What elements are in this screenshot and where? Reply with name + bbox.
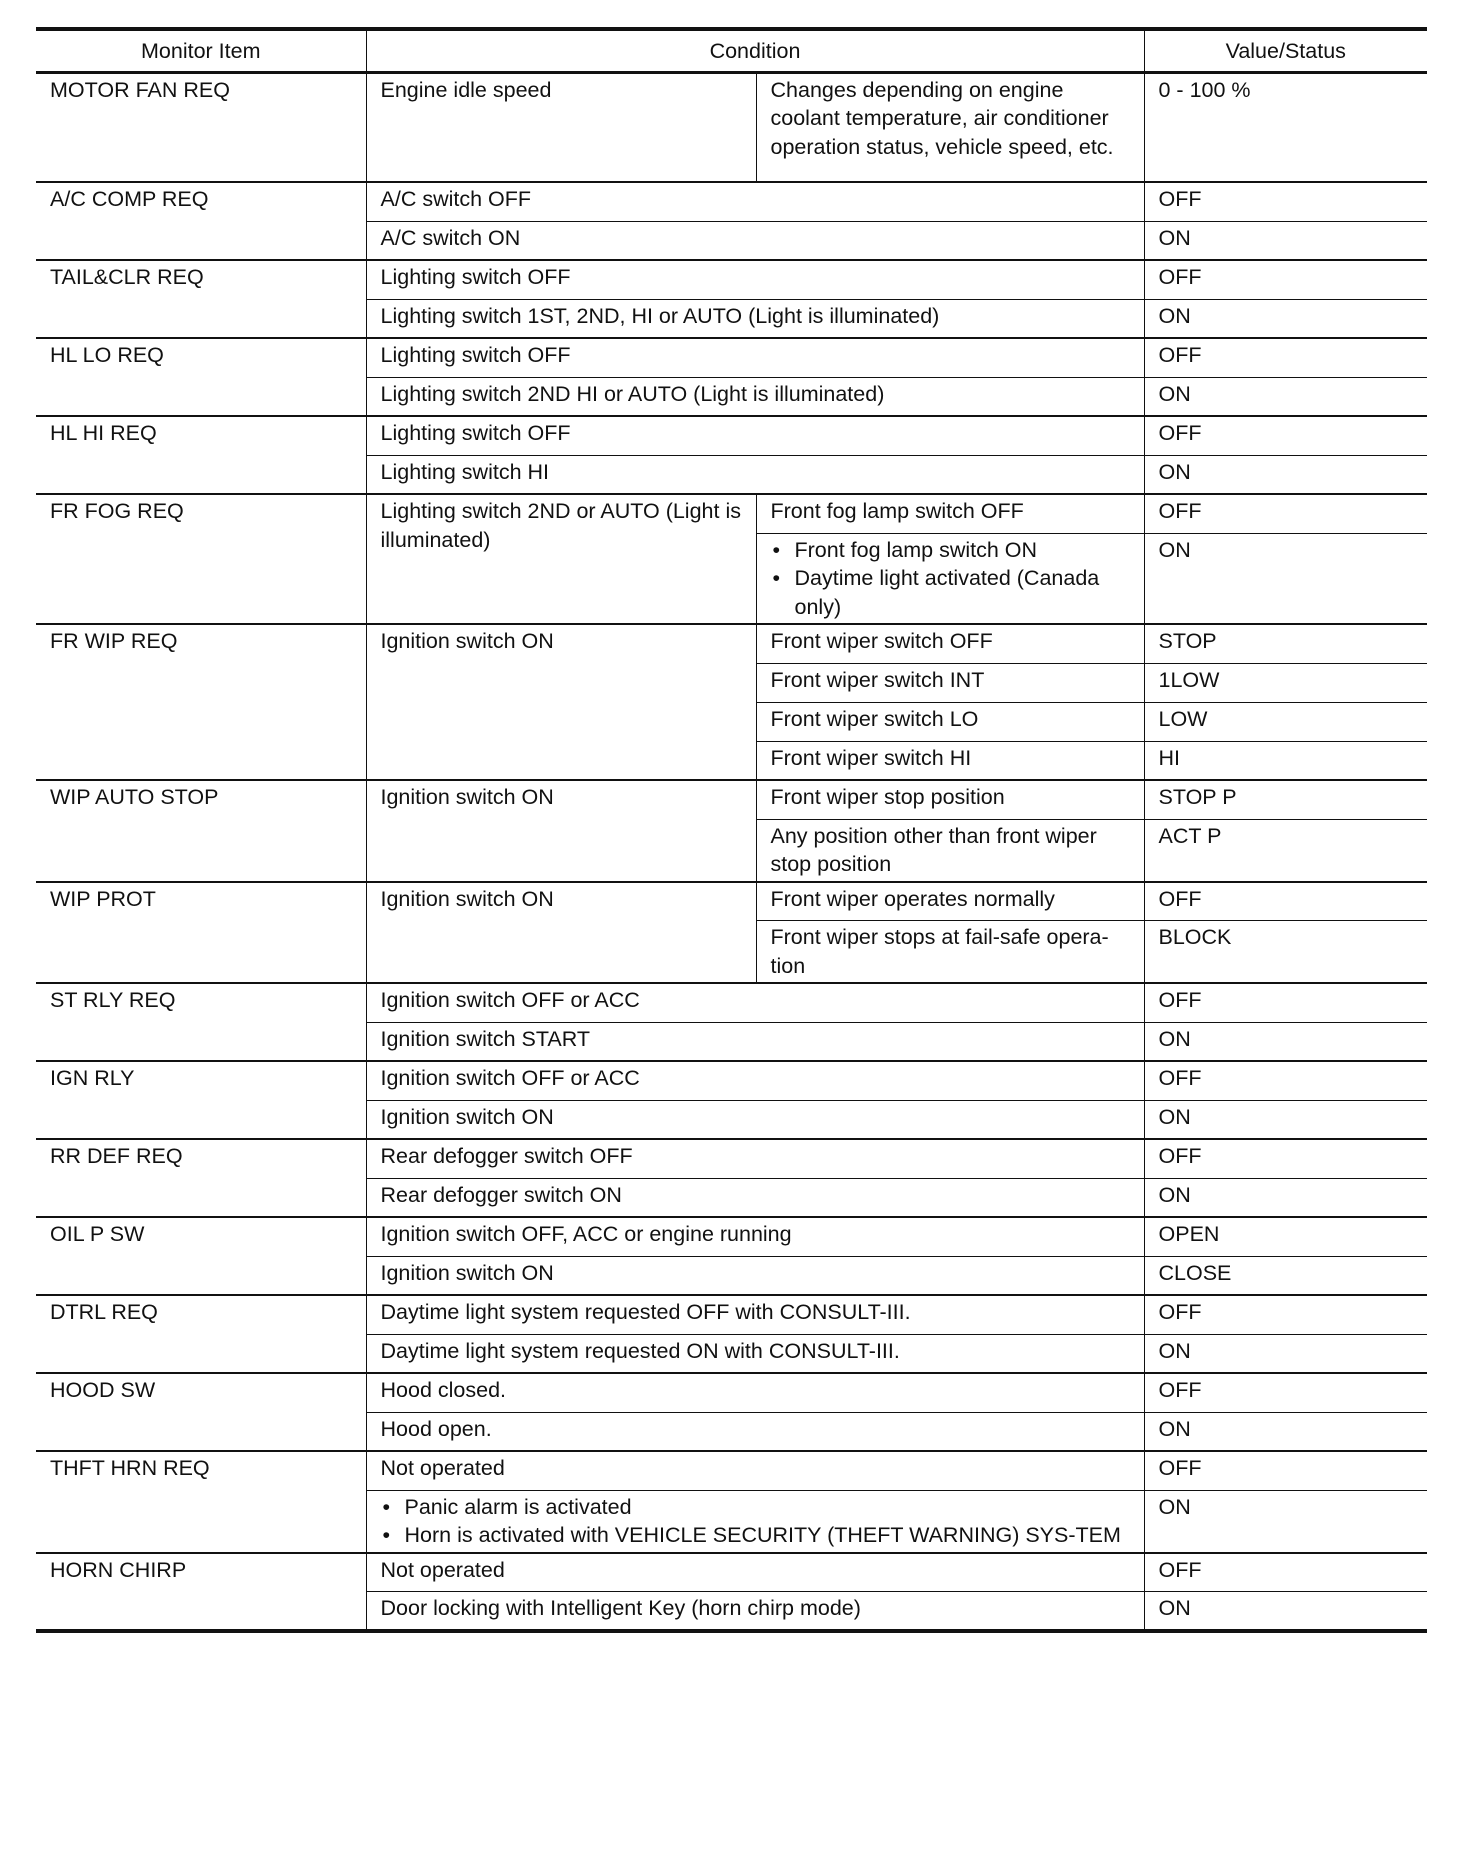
monitor-item: FR WIP REQ [36, 624, 366, 780]
condition-cell: Rear defogger switch ON [366, 1178, 1144, 1217]
value-cell: ON [1144, 455, 1427, 494]
bullet-list [381, 1493, 1130, 1550]
condition-cell: Rear defogger switch OFF [366, 1139, 1144, 1178]
condition-detail-cell: Front wiper switch OFF [756, 624, 1144, 663]
monitor-item-table [36, 27, 1427, 1633]
table-header-row [36, 29, 1427, 72]
condition-cell: Not operated [366, 1553, 1144, 1592]
condition-cell: Ignition switch OFF or ACC [366, 983, 1144, 1022]
table-row [36, 624, 1427, 663]
condition-cell: Daytime light system requested ON with CONSULT-III. [366, 1334, 1144, 1373]
value-cell: LOW [1144, 702, 1427, 741]
value-cell: CLOSE [1144, 1256, 1427, 1295]
condition-detail-cell: Front wiper switch INT [756, 663, 1144, 702]
value-cell: ON [1144, 533, 1427, 624]
condition-cell: Not operated [366, 1451, 1144, 1490]
monitor-item: THFT HRN REQ [36, 1451, 366, 1553]
value-cell: ON [1144, 1412, 1427, 1451]
condition-detail-cell [756, 533, 1144, 624]
condition-cell: Hood closed. [366, 1373, 1144, 1412]
condition-detail-cell: Front wiper switch HI [756, 741, 1144, 780]
condition-cell: Lighting switch 2ND HI or AUTO (Light is illuminated) [366, 377, 1144, 416]
condition-cell [366, 1490, 1144, 1553]
monitor-item: WIP AUTO STOP [36, 780, 366, 882]
monitor-item: HOOD SW [36, 1373, 366, 1451]
value-cell: ON [1144, 1100, 1427, 1139]
monitor-item: DTRL REQ [36, 1295, 366, 1373]
condition-cell: Lighting switch HI [366, 455, 1144, 494]
table-row [36, 72, 1427, 182]
value-cell: ON [1144, 1022, 1427, 1061]
monitor-item: MOTOR FAN REQ [36, 72, 366, 182]
value-cell: STOP P [1144, 780, 1427, 819]
table-row [36, 494, 1427, 533]
value-cell: OFF [1144, 1061, 1427, 1100]
value-cell: ON [1144, 1592, 1427, 1631]
value-cell: ON [1144, 221, 1427, 260]
condition-detail-cell: Front wiper switch LO [756, 702, 1144, 741]
condition-cell: Ignition switch OFF or ACC [366, 1061, 1144, 1100]
condition-cell: Lighting switch OFF [366, 338, 1144, 377]
monitor-item: ST RLY REQ [36, 983, 366, 1061]
condition-cell: A/C switch OFF [366, 182, 1144, 221]
value-cell: OFF [1144, 983, 1427, 1022]
condition-cell: Ignition switch ON [366, 882, 756, 984]
condition-cell: Door locking with Intelligent Key (horn chirp mode) [366, 1592, 1144, 1631]
condition-cell: Lighting switch 1ST, 2ND, HI or AUTO (Light is illuminated) [366, 299, 1144, 338]
header-value-status: Value/Status [1144, 29, 1427, 72]
value-cell: OFF [1144, 494, 1427, 533]
value-cell: OPEN [1144, 1217, 1427, 1256]
value-cell: ACT P [1144, 819, 1427, 882]
table-row [36, 1295, 1427, 1334]
condition-cell: Ignition switch OFF, ACC or engine running [366, 1217, 1144, 1256]
condition-cell: Daytime light system requested OFF with CONSULT-III. [366, 1295, 1144, 1334]
value-cell: OFF [1144, 1451, 1427, 1490]
value-cell: HI [1144, 741, 1427, 780]
value-cell: OFF [1144, 1373, 1427, 1412]
list-item: • Front fog lamp switch ON [771, 536, 1130, 565]
value-cell: OFF [1144, 1553, 1427, 1592]
condition-detail-cell: Any position other than front wiper stop position [756, 819, 1144, 882]
value-cell: STOP [1144, 624, 1427, 663]
value-cell: ON [1144, 299, 1427, 338]
value-cell: OFF [1144, 882, 1427, 921]
table-row [36, 882, 1427, 921]
table-row [36, 780, 1427, 819]
monitor-item: HL LO REQ [36, 338, 366, 416]
header-condition: Condition [366, 29, 1144, 72]
value-cell: ON [1144, 1334, 1427, 1373]
value-cell: 0 - 100 % [1144, 72, 1427, 182]
value-cell: 1LOW [1144, 663, 1427, 702]
monitor-item: RR DEF REQ [36, 1139, 366, 1217]
header-monitor-item: Monitor Item [36, 29, 366, 72]
condition-cell: Engine idle speed [366, 72, 756, 182]
bullet-list [771, 536, 1130, 622]
list-item: • Panic alarm is activated [381, 1493, 1130, 1522]
condition-cell: Ignition switch ON [366, 1256, 1144, 1295]
value-cell: OFF [1144, 338, 1427, 377]
monitor-table-wrapper [36, 27, 1427, 1633]
condition-cell: Ignition switch ON [366, 1100, 1144, 1139]
condition-cell: Lighting switch OFF [366, 416, 1144, 455]
value-cell: OFF [1144, 1295, 1427, 1334]
monitor-item: FR FOG REQ [36, 494, 366, 624]
monitor-item: TAIL&CLR REQ [36, 260, 366, 338]
condition-cell: Ignition switch START [366, 1022, 1144, 1061]
table-row [36, 1553, 1427, 1592]
table-row [36, 1217, 1427, 1256]
monitor-item: HORN CHIRP [36, 1553, 366, 1631]
condition-cell: A/C switch ON [366, 221, 1144, 260]
table-row [36, 182, 1427, 221]
condition-cell: Lighting switch 2ND or AUTO (Light is illuminated) [366, 494, 756, 624]
table-row [36, 338, 1427, 377]
table-row [36, 1139, 1427, 1178]
value-cell: ON [1144, 1178, 1427, 1217]
condition-detail-cell: Changes depending on engine coolant temperature, air conditioner operation status, vehicle speed, etc. [756, 72, 1144, 182]
table-row [36, 983, 1427, 1022]
value-cell: BLOCK [1144, 921, 1427, 984]
monitor-item: HL HI REQ [36, 416, 366, 494]
value-cell: OFF [1144, 260, 1427, 299]
table-row [36, 1451, 1427, 1490]
table-row [36, 1373, 1427, 1412]
monitor-item: A/C COMP REQ [36, 182, 366, 260]
list-item: • Horn is activated with VEHICLE SECURITY (THEFT WARNING) SYS-TEM [381, 1521, 1130, 1550]
value-cell: ON [1144, 1490, 1427, 1553]
table-row [36, 1061, 1427, 1100]
value-cell: OFF [1144, 1139, 1427, 1178]
value-cell: OFF [1144, 416, 1427, 455]
condition-detail-cell: Front fog lamp switch OFF [756, 494, 1144, 533]
monitor-item: WIP PROT [36, 882, 366, 984]
condition-cell: Hood open. [366, 1412, 1144, 1451]
condition-cell: Ignition switch ON [366, 780, 756, 882]
monitor-item: OIL P SW [36, 1217, 366, 1295]
condition-cell: Ignition switch ON [366, 624, 756, 780]
value-cell: ON [1144, 377, 1427, 416]
table-row [36, 260, 1427, 299]
condition-detail-cell: Front wiper stops at fail-safe opera-tion [756, 921, 1144, 984]
value-cell: OFF [1144, 182, 1427, 221]
table-row [36, 416, 1427, 455]
condition-detail-cell: Front wiper operates normally [756, 882, 1144, 921]
monitor-item: IGN RLY [36, 1061, 366, 1139]
list-item: • Daytime light activated (Canada only) [771, 564, 1130, 621]
condition-cell: Lighting switch OFF [366, 260, 1144, 299]
condition-detail-cell: Front wiper stop position [756, 780, 1144, 819]
